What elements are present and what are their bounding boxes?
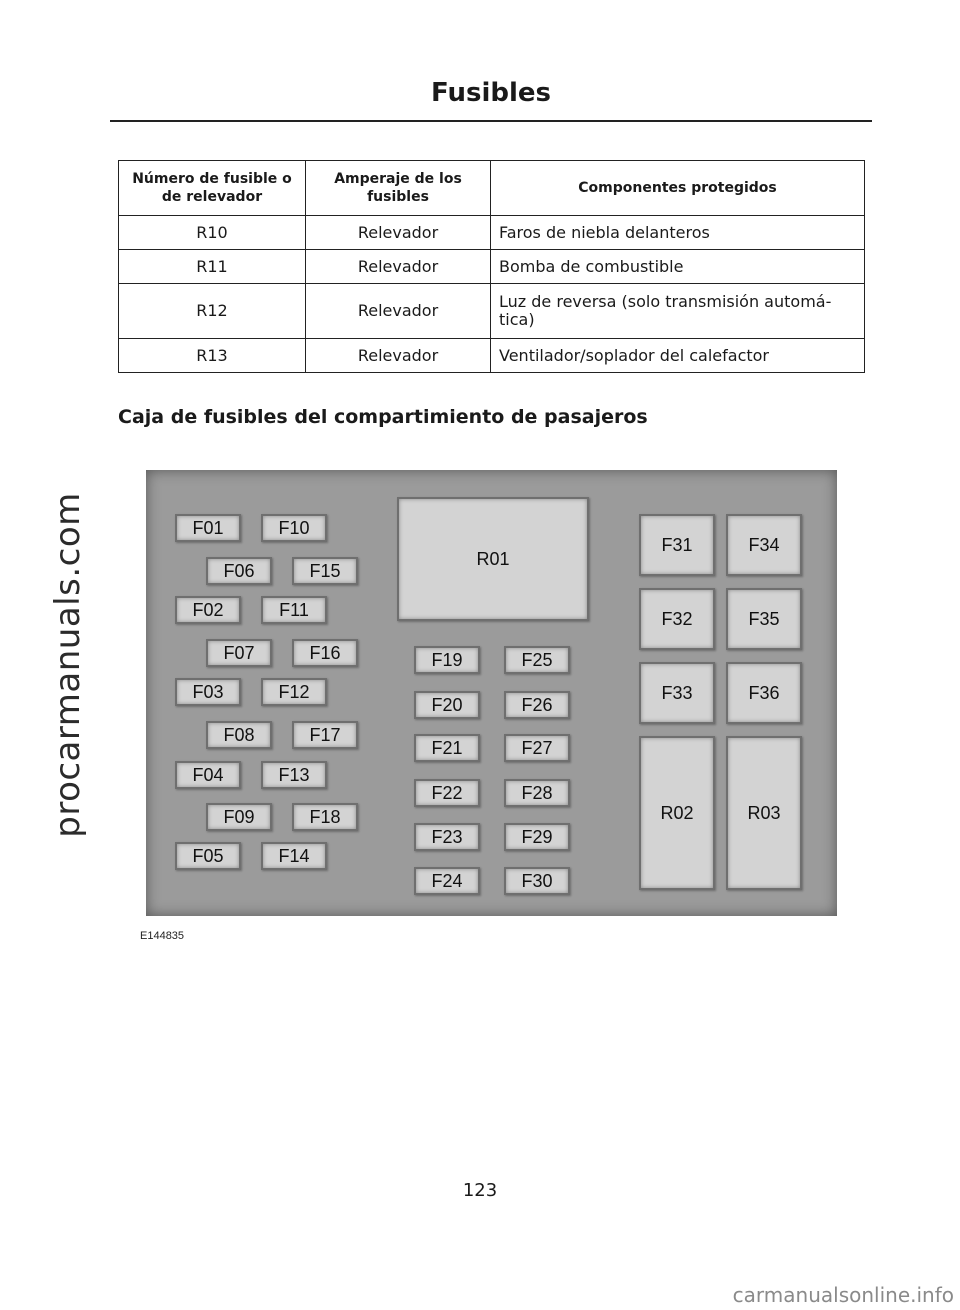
cell-number: R11 (119, 250, 306, 284)
page-title: Fusibles (431, 78, 551, 108)
fuse-f11: F11 (261, 596, 327, 624)
image-code: E144835 (140, 930, 185, 942)
fuse-f27: F27 (504, 734, 570, 762)
fuse-f14: F14 (261, 842, 327, 870)
fuse-f16: F16 (292, 639, 358, 667)
fuse-box-diagram (146, 470, 837, 916)
fuse-f03: F03 (175, 678, 241, 706)
fuse-f23: F23 (414, 823, 480, 851)
cell-components: Bomba de combustible (491, 250, 865, 284)
relay-r03: R03 (726, 736, 802, 890)
side-watermark: procarmanuals.com (48, 492, 88, 838)
fuse-f13: F13 (261, 761, 327, 789)
fuse-f05: F05 (175, 842, 241, 870)
table-row (119, 284, 865, 339)
cell-components: Luz de reversa (solo transmisión automá-tica) (491, 284, 865, 339)
column-header-components: Componentes protegidos (491, 161, 865, 216)
fuse-f09: F09 (206, 803, 272, 831)
relay-r01: R01 (397, 497, 589, 621)
fuse-table (118, 160, 865, 373)
relay-r02: R02 (639, 736, 715, 890)
fuse-f15: F15 (292, 557, 358, 585)
cell-number: R10 (119, 216, 306, 250)
table-row (119, 339, 865, 373)
cell-amperage: Relevador (306, 284, 491, 339)
fuse-f19: F19 (414, 646, 480, 674)
fuse-f08: F08 (206, 721, 272, 749)
fuse-f17: F17 (292, 721, 358, 749)
header-rule (110, 120, 872, 122)
fuse-f31: F31 (639, 514, 715, 576)
fuse-f18: F18 (292, 803, 358, 831)
fuse-f29: F29 (504, 823, 570, 851)
fuse-f04: F04 (175, 761, 241, 789)
fuse-f36: F36 (726, 662, 802, 724)
bottom-watermark: carmanualsonline.info (732, 1283, 954, 1307)
fuse-f06: F06 (206, 557, 272, 585)
cell-amperage: Relevador (306, 250, 491, 284)
fuse-f32: F32 (639, 588, 715, 650)
cell-components: Ventilador/soplador del calefactor (491, 339, 865, 373)
page-number: 123 (462, 1180, 498, 1201)
fuse-f07: F07 (206, 639, 272, 667)
fuse-f30: F30 (504, 867, 570, 895)
fuse-f02: F02 (175, 596, 241, 624)
fuse-f10: F10 (261, 514, 327, 542)
column-header-amperage: Amperaje de los fusibles (306, 161, 491, 216)
fuse-f25: F25 (504, 646, 570, 674)
fuse-f22: F22 (414, 779, 480, 807)
fuse-f01: F01 (175, 514, 241, 542)
cell-number: R13 (119, 339, 306, 373)
table-header-row (119, 161, 865, 216)
fuse-f34: F34 (726, 514, 802, 576)
cell-amperage: Relevador (306, 216, 491, 250)
fuse-f33: F33 (639, 662, 715, 724)
fuse-f12: F12 (261, 678, 327, 706)
fuse-f20: F20 (414, 691, 480, 719)
cell-components: Faros de niebla delanteros (491, 216, 865, 250)
fuse-f21: F21 (414, 734, 480, 762)
fuse-f28: F28 (504, 779, 570, 807)
column-header-number: Número de fusible o de relevador (119, 161, 306, 216)
fuse-f35: F35 (726, 588, 802, 650)
fuse-f26: F26 (504, 691, 570, 719)
fuse-f24: F24 (414, 867, 480, 895)
table-row (119, 216, 865, 250)
cell-number: R12 (119, 284, 306, 339)
cell-amperage: Relevador (306, 339, 491, 373)
table-row (119, 250, 865, 284)
section-title: Caja de fusibles del compartimiento de pasajeros (118, 406, 648, 428)
